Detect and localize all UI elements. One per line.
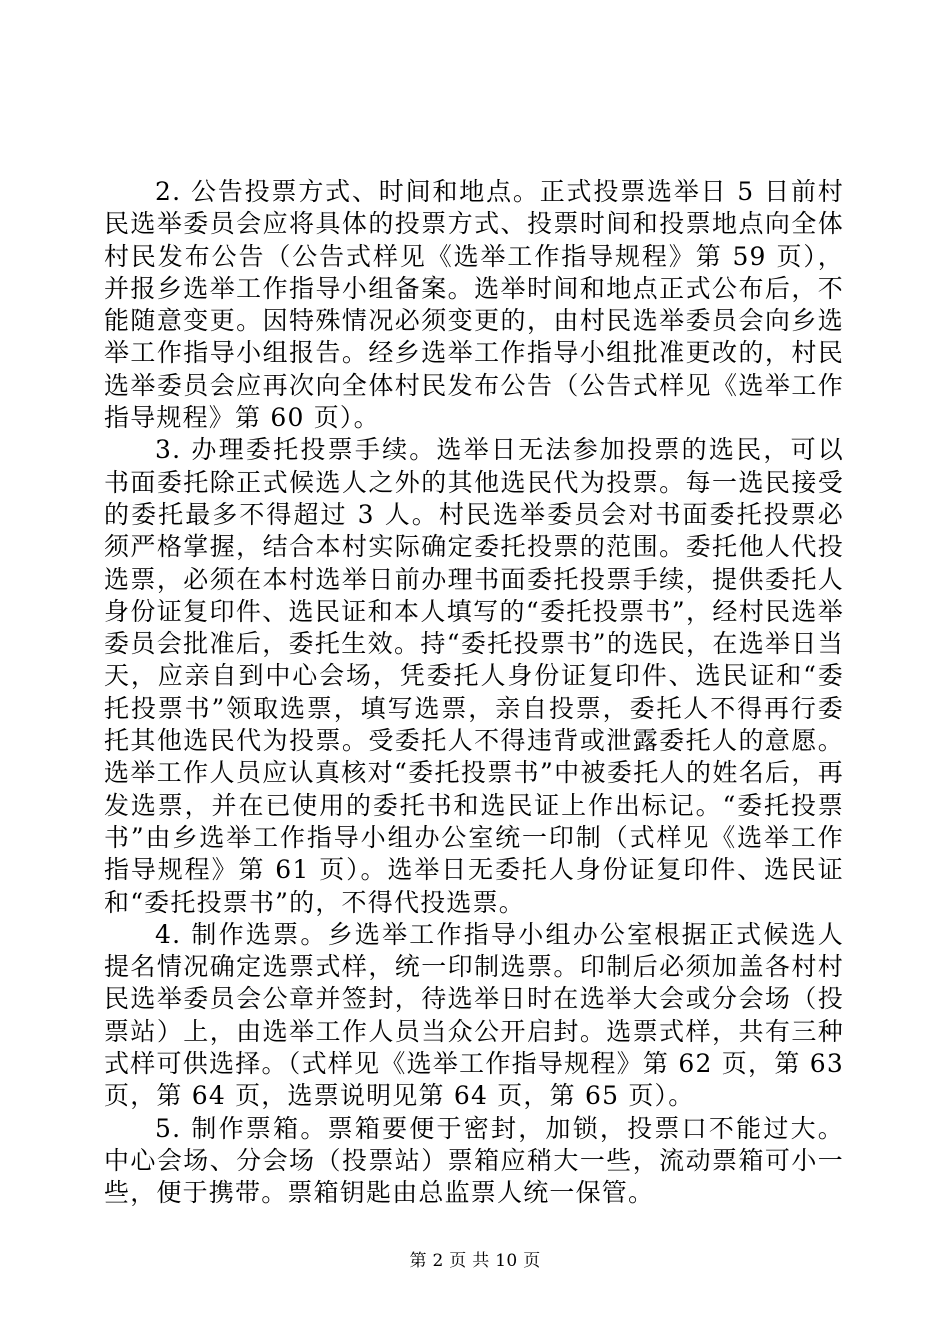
page-number-footer: 第 2 页 共 10 页 <box>409 1251 541 1271</box>
paragraph-2-vote-announcement: 2. 公告投票方式、时间和地点。正式投票选举日 5 日前村民选举委员会应将具体的投票方式、投票时间和投票地点向全体村民发布公告（公告式样见《选举工作指导规程》第 59 页），并报乡选举工作指导小组备案。选举时间和地点正式公布后，不能随意变更。因特殊情况必须变更的，由村民选举委员会向乡选举工作指导小组报告。经乡选举工作指导小组批准更改的，村民选举委员会应再次向全体村民发布公告（公告式样见《选举工作指导规程》第 60 页）。 <box>104 177 844 433</box>
document-body <box>104 176 844 1210</box>
paragraph-5-ballot-box: 5. 制作票箱。票箱要便于密封，加锁，投票口不能过大。中心会场、分会场（投票站）票箱应稍大一些，流动票箱可小一些，便于携带。票箱钥匙由总监票人统一保管。 <box>104 1113 844 1208</box>
paragraph-3-proxy-voting: 3. 办理委托投票手续。选举日无法参加投票的选民，可以书面委托除正式候选人之外的其他选民代为投票。每一选民接受的委托最多不得超过 3 人。村民选举委员会对书面委托投票必须严格掌握，结合本村实际确定委托投票的范围。委托他人代投选票，必须在本村选举日前办理书面委托投票手续，提供委托人身份证复印件、选民证和本人填写的“委托投票书”，经村民选举委员会批准后，委托生效。持“委托投票书”的选民，在选举日当天，应亲自到中心会场，凭委托人身份证复印件、选民证和“委托投票书”领取选票，填写选票，亲自投票，委托人不得再行委托其他选民代为投票。受委托人不得违背或泄露委托人的意愿。选举工作人员应认真核对“委托投票书”中被委托人的姓名后，再发选票，并在已使用的委托书和选民证上作出标记。“委托投票书”由乡选举工作指导小组办公室统一印制（式样见《选举工作指导规程》第 61 页）。选举日无委托人身份证复印件、选民证和“委托投票书”的，不得代投选票。 <box>104 435 844 917</box>
paragraph-4-ballot-making: 4. 制作选票。乡选举工作指导小组办公室根据正式候选人提名情况确定选票式样，统一印制选票。印制后必须加盖各村村民选举委员会公章并签封，待选举日时在选举大会或分会场（投票站）上，由选举工作人员当众公开启封。选票式样，共有三种式样可供选择。（式样见《选举工作指导规程》第 62 页，第 63 页，第 64 页，选票说明见第 64 页，第 65 页）。 <box>104 919 844 1111</box>
